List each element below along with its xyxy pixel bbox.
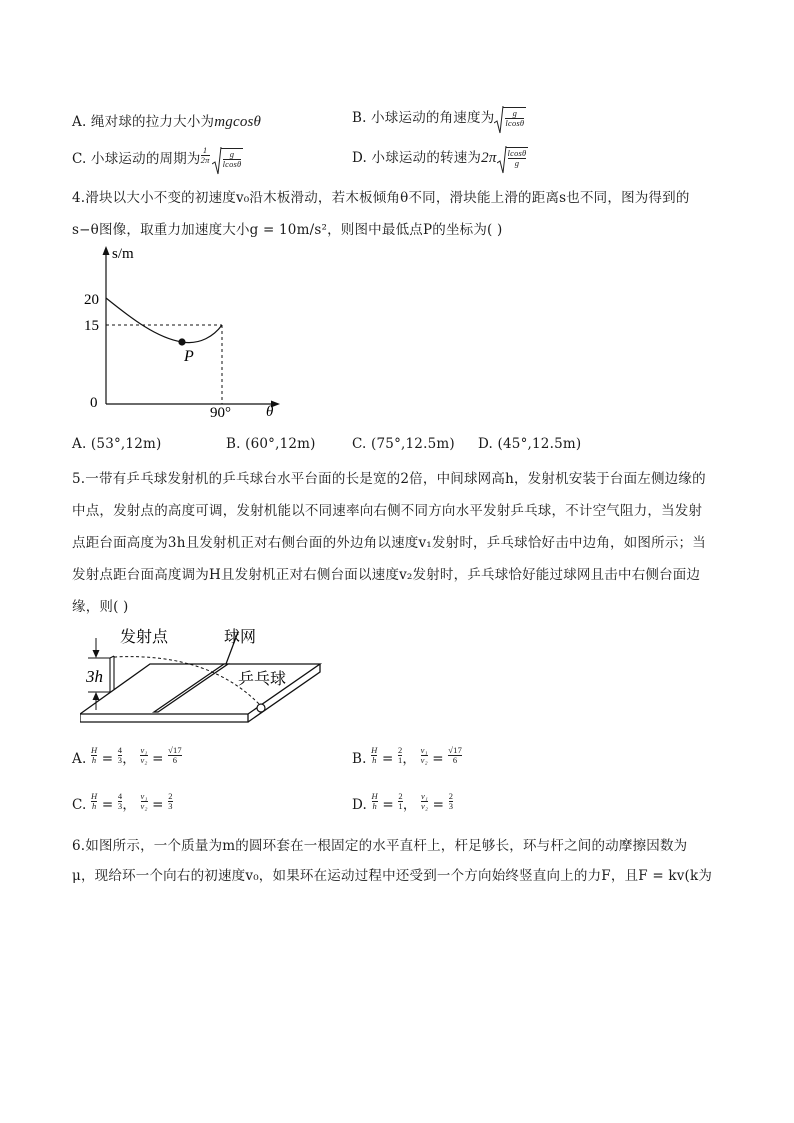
frac-den: v₂	[140, 801, 148, 811]
origin-label: 0	[90, 395, 98, 411]
table-edge	[80, 714, 248, 722]
frac-num: v₁	[140, 745, 148, 755]
q5-stem-line1: 5.一带有乒乓球发射机的乒乓球台水平台面的长是宽的2倍，中间球网高h，发射机安装于台面左侧边缘的	[72, 471, 706, 487]
y-tick-15: 15	[84, 318, 99, 334]
q3-option-b-num: g	[505, 109, 524, 119]
frac-num: v₁	[420, 745, 428, 755]
frac-num: √17	[448, 745, 463, 755]
q5-option-c[interactable]: C. $\frac{H}{h}$ = $\frac{4}{3}$ ， $\frac{\text{v₁}}{\text{v₂}}$ = $\frac{2}{3}$	[72, 791, 173, 813]
y-tick-20: 20	[84, 292, 99, 308]
frac-den: 3	[448, 801, 454, 811]
s-theta-graph	[82, 244, 282, 420]
frac-num: H	[371, 791, 378, 801]
frac-num: 4	[117, 745, 123, 755]
q4-option-a[interactable]: A. (53°,12m)	[72, 436, 162, 452]
q3-option-b-den: lcosθ	[505, 118, 525, 128]
sqrt-sign	[497, 147, 529, 170]
frac-num: 2	[398, 791, 403, 801]
frac-den: 6	[452, 755, 458, 765]
q5-option-d-letter: D.	[352, 797, 368, 813]
frac-den: 3	[117, 801, 123, 811]
y-axis-arrow-icon	[103, 246, 110, 255]
q6-stem-line2: μ，现给环一个向右的初速度v₀，如果环在运动过程中还受到一个方向始终竖直向上的力F，且F = kv(k为	[72, 868, 713, 884]
frac-den: 3	[117, 755, 123, 765]
frac-num: H	[371, 745, 378, 755]
q5-option-a-letter: A.	[72, 751, 87, 767]
q4-stem-line2: s−θ图像，取重力加速度大小g = 10m/s²，则图中最低点P的坐标为( )	[72, 222, 503, 238]
x-tick-90: 90°	[210, 405, 231, 420]
frac-den: 3	[168, 801, 173, 811]
frac-num: 2	[448, 791, 454, 801]
q3-option-c-den: lcosθ	[222, 159, 242, 169]
q5-option-a[interactable]: A. $\frac{H}{h}$ = $\frac{4}{3}$ ， $\frac{\text{v₁}}{\text{v₂}}$ = $\frac{√17}{6}$	[72, 745, 182, 767]
q3-option-c-text: C. 小球运动的周期为	[72, 151, 201, 167]
q4-option-c[interactable]: C. (75°,12.5m)	[352, 436, 455, 452]
q6-stem-line1: 6.如图所示，一个质量为m的圆环套在一根固定的水平直杆上，杆足够长，环与杆之间的动摩擦因数为	[72, 838, 688, 854]
frac-den: v₂	[421, 801, 429, 811]
q4-stem-line1: 4.滑块以大小不变的初速度v₀沿木板滑动，若木板倾角θ不同，滑块能上滑的距离s也不同，图为得到的	[72, 190, 690, 206]
net	[154, 664, 228, 712]
q3-option-d[interactable]	[352, 146, 528, 170]
frac-den: h	[372, 801, 377, 811]
q5-option-d[interactable]: D. $\frac{H}{h}$ = $\frac{2}{1}$ ， $\frac{\text{v₁}}{\text{v₂}}$ = $\frac{2}{3}$	[352, 791, 454, 813]
frac-num: 4	[117, 791, 123, 801]
frac-num: v₁	[140, 791, 148, 801]
ping-pong-table-figure	[80, 624, 330, 728]
label-net: 球网	[224, 627, 257, 646]
q3-option-d-den: g	[514, 158, 520, 168]
ball	[257, 704, 265, 712]
label-ball: 乒乓球	[238, 669, 287, 688]
q3-option-c[interactable]	[72, 146, 243, 171]
label-launch-point: 发射点	[120, 627, 169, 646]
q5-stem-line4: 发射点距台面高度调为H且发射机正对右侧台面以速度v₂发射时，乒乓球恰好能过球网且击中右侧台面边	[72, 567, 701, 583]
q3-option-b-text: B. 小球运动的角速度为	[352, 110, 495, 126]
q5-option-b-letter: B.	[352, 751, 367, 767]
frac-den: v₂	[140, 755, 148, 765]
frac-num: v₁	[421, 791, 429, 801]
point-p	[178, 338, 185, 345]
point-p-label: P	[184, 348, 194, 365]
frac-num: 2	[168, 791, 173, 801]
radical-icon	[212, 146, 222, 176]
q3-option-d-num: lcosθ	[507, 148, 527, 158]
frac-den: 6	[172, 755, 178, 765]
q4-option-d[interactable]: D. (45°,12.5m)	[478, 436, 582, 452]
y-axis-label: s/m	[112, 246, 134, 262]
x-axis-label: θ	[266, 404, 274, 420]
launcher-top	[110, 656, 114, 658]
q5-stem-line2: 中点，发射点的高度可调，发射机能以不同速率向右侧不同方向水平发射乒乓球，不计空气阻力，当发射	[72, 503, 703, 519]
q5-stem-line3: 点距台面高度为3h且发射机正对右侧台面的外边角以速度v₁发射时，乒乓球恰好击中边角，如图所示；当	[72, 535, 706, 551]
height-arrow-down-icon	[93, 650, 100, 658]
frac-den: h	[91, 801, 97, 811]
q3-option-c-coef-den: 2π	[200, 155, 210, 165]
frac-den: h	[372, 755, 377, 765]
q3-option-d-text: D. 小球运动的转速为	[352, 150, 482, 166]
frac-num: 2	[397, 745, 403, 755]
q5-stem-line5: 缘，则( )	[72, 599, 129, 615]
q3-option-a-text: A. 绳对球的拉力大小为	[72, 114, 215, 130]
q5-option-c-letter: C.	[72, 797, 87, 813]
q4-option-b[interactable]: B. (60°,12m)	[226, 436, 316, 452]
frac-den: v₂	[420, 755, 428, 765]
height-arrow-up-icon	[93, 692, 100, 700]
frac-den: 1	[398, 801, 403, 811]
q3-option-c-coef-num: 1	[201, 146, 210, 156]
q3-option-c-num: g	[223, 150, 242, 160]
frac-num: H	[90, 745, 98, 755]
q3-option-a-expr: mgcosθ	[214, 114, 262, 130]
q5-option-b[interactable]: B. $\frac{H}{h}$ = $\frac{2}{1}$ ， $\frac{\text{v₁}}{\text{v₂}}$ = $\frac{√17}{6}$	[352, 745, 463, 767]
sqrt-sign	[494, 107, 526, 130]
frac-num: √17	[168, 745, 182, 755]
frac-den: 1	[397, 755, 403, 765]
q3-option-b[interactable]	[352, 106, 526, 130]
s-theta-curve	[106, 298, 222, 343]
q3-option-a[interactable]	[72, 110, 261, 131]
label-height: 3h	[86, 667, 103, 686]
frac-num: H	[91, 791, 98, 801]
sqrt-sign	[212, 148, 244, 171]
radical-icon	[494, 105, 504, 135]
radical-icon	[497, 145, 507, 175]
q3-option-d-coef: 2π	[481, 150, 497, 166]
frac-den: h	[91, 755, 97, 765]
